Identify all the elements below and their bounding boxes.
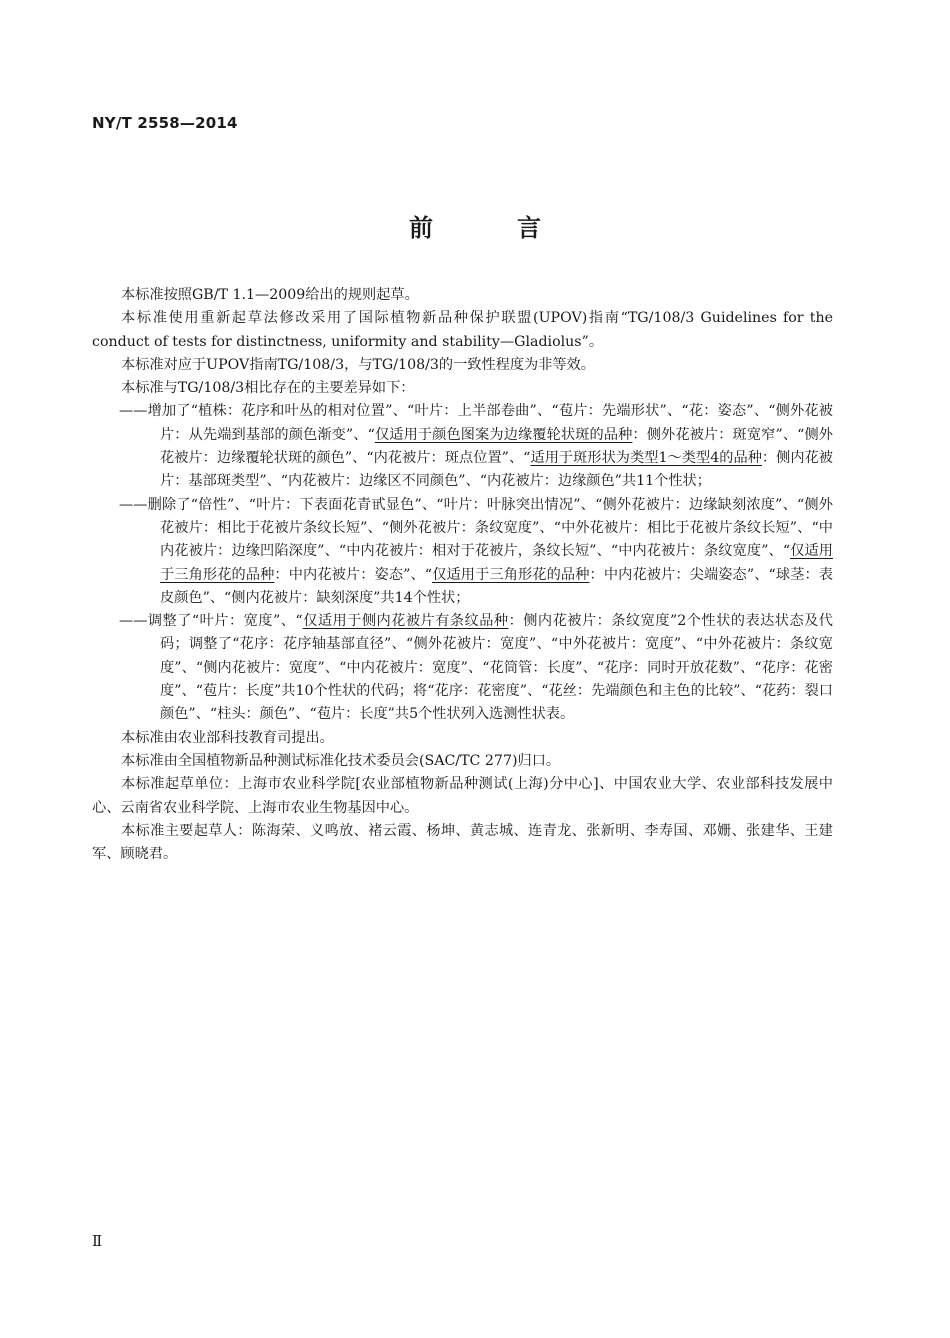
added-text-3: ：侧内花被片：基部斑类型”、“内花被片：边缘区不同颜色”、“内花被片：边缘颜色”共11个性状； [160,450,833,490]
list-item-added [92,400,833,493]
deleted-text-1: ——删除了“倍性”、“叶片：下表面花青甙显色”、“叶片：叶脉突出情况”、“侧外花被片：边缘缺刻浓度”、“侧外花被片：相比于花被片条纹长短”、“侧外花被片：条纹宽度”、“中外花被片：相比于花被片条纹长短”、“中内花被片：边缘凹陷深度”、“中内花被片：相对于花被片，条纹长短”、“中内花被片：条纹宽度”、“ [119,496,833,560]
added-underlined-1: 仅适用于颜色图案为边缘覆轮状斑的品种 [374,426,633,443]
paragraph-drafting-rules: 本标准按照GB/T 1.1—2009给出的规则起草。 [121,287,419,303]
list-item-deleted [92,494,833,610]
list-item-adjusted [92,610,833,726]
adjusted-text-1: ——调整了“叶片：宽度”、“ [119,613,303,630]
paragraph-differences-intro: 本标准与TG/108/3相比存在的主要差异如下： [121,380,415,397]
added-text-1: ——增加了“植株：花序和叶丛的相对位置”、“叶片：上半部卷曲”、“苞片：先端形状”、“花：姿态”、“侧外花被片：从先端到基部的颜色渐变”、“ [119,403,833,443]
added-text-2: ：侧外花被片：斑宽窄”、“侧外花被片：边缘覆轮状斑的颜色”、“内花被片：斑点位置”、“ [160,426,833,467]
page-title: 前 言 [409,214,571,242]
adjusted-underlined-1: 仅适用于侧内花被片有条纹品种 [302,613,509,630]
adjusted-text-2: ：侧内花被片：条纹宽度”2个性状的表达状态及代码；调整了“花序：花序轴基部直径”、“侧外花被片：宽度”、“中外花被片：宽度”、“中外花被片：条纹宽度”、“侧内花被片：宽度”、“中内花被片：宽度”、“花筒管：长度”、“花序：同时开放花数”、“花序：花密度”、“苞片：长度”共10个性状的代码；将“花序：花密度”、“花丝：先端颜色和主色的比较”、“花药：裂口颜色”、“柱头：颜色”、“苞片：长度”共5个性状列入选测性状表。 [160,613,833,723]
document-body [92,284,833,866]
deleted-text-3: ：中内花被片：尖端姿态”、“球茎：表皮颜色”、“侧内花被片：缺刻深度”共14个性状； [160,566,833,606]
paragraph-committee: 本标准由全国植物新品种测试标准化技术委员会(SAC/TC 277)归口。 [121,752,561,769]
added-underlined-2: 适用于斑形状为类型1～类型4的品种 [530,450,762,467]
paragraph-correspondence: 本标准对应于UPOV指南TG/108/3，与TG/108/3的一致性程度为非等效。 [121,356,595,373]
deleted-text-2: ：中内花被片：姿态”、“ [274,566,433,583]
page-number: Ⅱ [92,1232,103,1250]
deleted-underlined-1: 仅适用于三角形花的品种 [160,543,833,583]
paragraph-drafting-units: 本标准起草单位：上海市农业科学院[农业部植物新品种测试(上海)分中心]、中国农业大学、农业部科技发展中心、云南省农业科学院、上海市农业生物基因中心。 [92,776,833,816]
standard-number: NY/T 2558—2014 [92,114,238,132]
paragraph-proposer: 本标准由农业部科技教育司提出。 [121,729,334,746]
deleted-underlined-2: 仅适用于三角形花的品种 [432,566,590,583]
paragraph-upov-adoption: 本标准使用重新起草法修改采用了国际植物新品种保护联盟(UPOV)指南“TG/108/3 Guidelines for the conduct of tests for distinctness, uniformity and stability—Gladiolus”。 [92,310,833,350]
paragraph-drafters: 本标准主要起草人：陈海荣、义鸣放、褚云霞、杨坤、黄志城、连青龙、张新明、李寿国、邓姗、张建华、王建军、顾晓君。 [92,822,833,863]
